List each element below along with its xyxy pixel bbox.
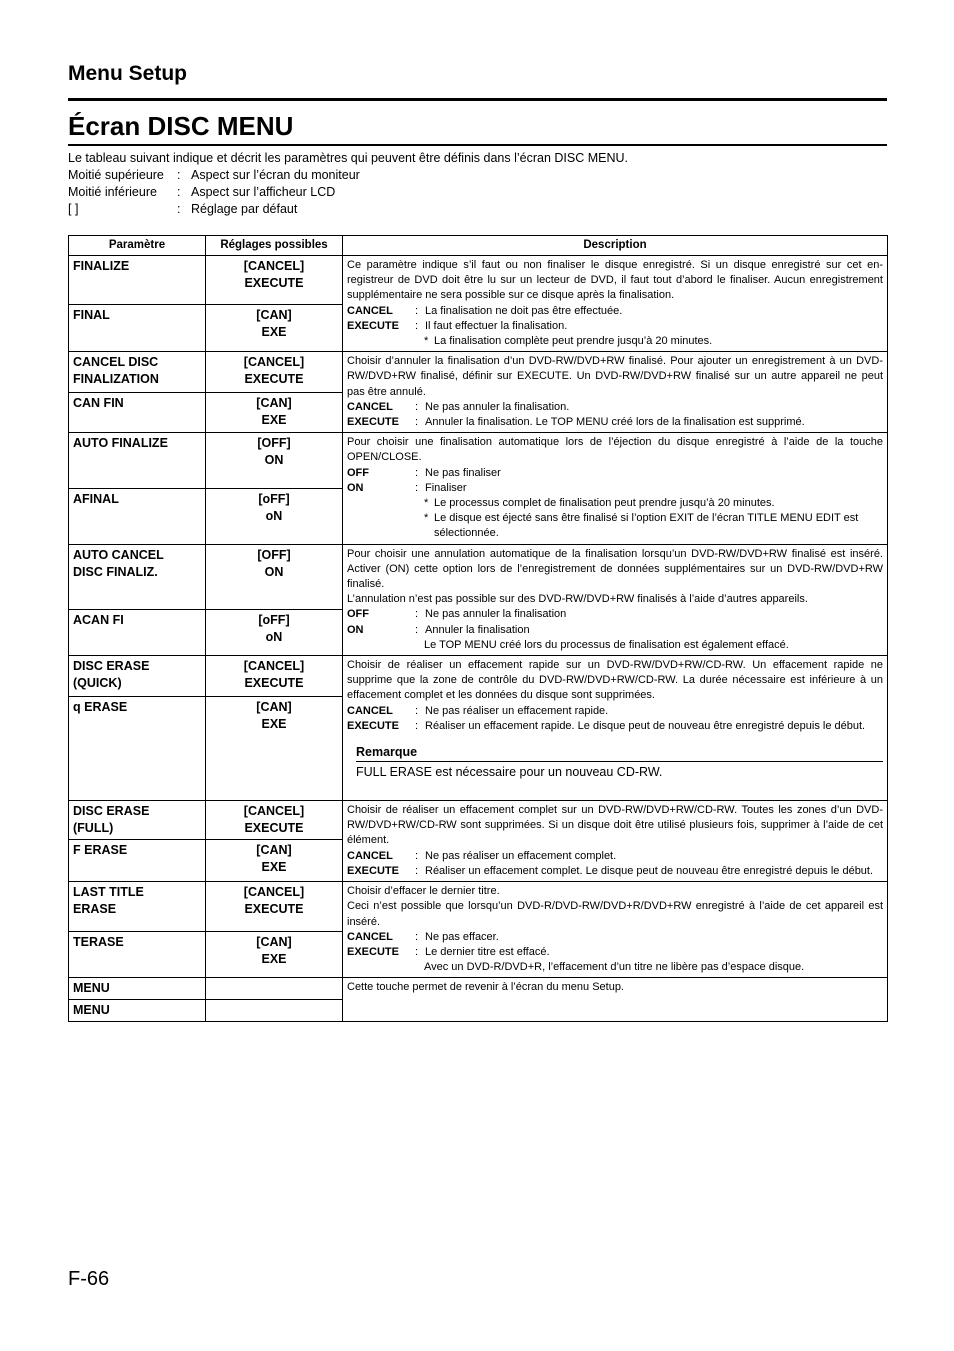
note-asterisk: *: [424, 335, 429, 348]
header-rule: [68, 98, 887, 101]
option-colon: :: [415, 704, 419, 717]
table-row: [69, 544, 888, 610]
option-colon: :: [415, 719, 419, 732]
note-asterisk: *: [424, 512, 429, 525]
extra-note: Avec un DVD-R/DVD+R, l’effacement d’un titre ne libère pas d’espace disque.: [424, 961, 805, 974]
header-description: Description: [343, 236, 888, 256]
remark-box: [356, 745, 883, 780]
option-value: Ne pas annuler la finalisation: [425, 608, 567, 621]
param-settings-upper: [CANCEL] EXECUTE: [206, 256, 343, 305]
option-key: OFF: [347, 608, 369, 621]
param-settings-upper: [OFF] ON: [206, 433, 343, 489]
param-name-lower: AFINAL: [69, 489, 206, 544]
legend-colon: :: [177, 185, 181, 199]
option-colon: :: [415, 623, 419, 636]
option-key: ON: [347, 623, 364, 636]
param-settings-lower: [CAN] EXE: [206, 304, 343, 352]
option-key: EXECUTE: [347, 864, 399, 877]
option-value: Annuler la finalisation: [425, 623, 530, 636]
legend-value: Réglage par défaut: [191, 202, 298, 216]
option-value: Il faut effectuer la finalisation.: [425, 319, 568, 332]
option-value: Le dernier titre est effacé.: [425, 945, 550, 958]
param-settings-upper: [206, 978, 343, 1000]
option-line: [347, 400, 883, 415]
option-colon: :: [415, 416, 419, 429]
remark-heading: Remarque: [356, 745, 883, 762]
note-text: Le disque est éjecté sans être finalisé si l’option EXIT de l’écran TITLE MENU EDIT est sélectionnée.: [434, 512, 859, 540]
extra-note: Le TOP MENU créé lors du processus de finalisation est également effacé.: [424, 638, 789, 651]
table-row: [69, 256, 888, 305]
option-colon: :: [415, 864, 419, 877]
param-name-upper: AUTO CANCEL DISC FINALIZ.: [69, 544, 206, 610]
param-settings-lower: [oFF] oN: [206, 610, 343, 656]
option-colon: :: [415, 849, 419, 862]
option-value: La finalisation ne doit pas être effectuée.: [425, 304, 623, 317]
table-row: [69, 352, 888, 393]
option-line: [347, 623, 883, 638]
param-settings-upper: [OFF] ON: [206, 544, 343, 610]
legend-colon: :: [177, 202, 181, 216]
legend-key: Moitié inférieure: [68, 185, 157, 199]
option-value: Ne pas effacer.: [425, 930, 499, 943]
param-settings-upper: [CANCEL] EXECUTE: [206, 352, 343, 393]
option-value: Réaliser un effacement complet. Le disque peut de nouveau être enregistré depuis le début.: [425, 864, 874, 877]
option-line: [347, 319, 883, 334]
param-name-upper: MENU: [69, 978, 206, 1000]
option-colon: :: [415, 930, 419, 943]
legend-key: Moitié supérieure: [68, 168, 164, 182]
param-name-upper: AUTO FINALIZE: [69, 433, 206, 489]
param-description: [343, 656, 888, 801]
param-name-lower: CAN FIN: [69, 392, 206, 433]
legend-row: [68, 201, 888, 218]
description-text: Pour choisir une finalisation automatique lors de l’éjection du disque enregistré à l’aide de la touche OPEN/CLOSE.: [347, 436, 883, 464]
option-key: CANCEL: [347, 400, 393, 413]
option-line: [347, 607, 883, 622]
option-value: Ne pas finaliser: [425, 466, 501, 479]
page-number: F-66: [68, 1268, 110, 1290]
intro-sentence: Le tableau suivant indique et décrit les paramètres qui peuvent être définis dans l’écran DISC MENU.: [68, 151, 629, 165]
param-settings-upper: [CANCEL] EXECUTE: [206, 801, 343, 840]
param-name-upper: LAST TITLE ERASE: [69, 882, 206, 932]
option-line: [347, 719, 883, 734]
option-line: [347, 930, 883, 945]
section-title: Menu Setup: [68, 62, 187, 85]
table-row: [69, 433, 888, 489]
param-settings-lower: [oFF] oN: [206, 489, 343, 544]
option-key: CANCEL: [347, 304, 393, 317]
intro: [68, 150, 888, 218]
remark-text: FULL ERASE est nécessaire pour un nouveau CD-RW.: [356, 765, 663, 780]
option-key: EXECUTE: [347, 319, 399, 332]
param-name-lower: q ERASE: [69, 697, 206, 801]
option-colon: :: [415, 466, 419, 479]
legend-value: Aspect sur l’écran du moniteur: [191, 168, 360, 182]
param-settings-upper: [CANCEL] EXECUTE: [206, 656, 343, 697]
option-line: [347, 864, 883, 879]
param-description: [343, 433, 888, 544]
param-settings-lower: [CAN] EXE: [206, 697, 343, 801]
option-value: Annuler la finalisation. Le TOP MENU créé lors de la finalisation est supprimé.: [425, 416, 805, 429]
option-value: Ne pas réaliser un effacement complet.: [425, 849, 617, 862]
table-row: [69, 882, 888, 932]
param-name-lower: F ERASE: [69, 840, 206, 882]
param-settings-lower: [CAN] EXE: [206, 392, 343, 433]
option-key: EXECUTE: [347, 719, 399, 732]
param-name-upper: DISC ERASE (QUICK): [69, 656, 206, 697]
param-description: [343, 882, 888, 978]
description-text: Choisir de réaliser un effacement complet sur un DVD-RW/DVD+RW/CD-RW. Toutes les zones d’un DVD-RW/DVD+RW/CD-RW sont supprimées. Si un disque doit être utilisé plusieurs fois, supprimer à l’aide de cet élément.: [347, 804, 883, 847]
note-text: Le processus complet de finalisation peut prendre jusqu’à 20 minutes.: [434, 497, 775, 510]
option-line: [347, 481, 883, 496]
param-name-upper: CANCEL DISC FINALIZATION: [69, 352, 206, 393]
note-text: La finalisation complète peut prendre jusqu’à 20 minutes.: [434, 335, 713, 348]
table-row: [69, 801, 888, 840]
option-key: CANCEL: [347, 930, 393, 943]
param-name-upper: FINALIZE: [69, 256, 206, 305]
option-key: CANCEL: [347, 704, 393, 717]
option-line: [347, 849, 883, 864]
table-header-row: [69, 236, 888, 256]
note-line: [347, 334, 883, 349]
option-key: CANCEL: [347, 849, 393, 862]
option-colon: :: [415, 608, 419, 621]
table-row: [69, 656, 888, 697]
param-description: [343, 801, 888, 882]
param-name-lower: ACAN FI: [69, 610, 206, 656]
description-text: Choisir d’annuler la finalisation d’un DVD-RW/DVD+RW finalisé. Pour ajouter un enregistrement à un DVD-RW/DVD+RW finalisé, définir sur EXECUTE. Un DVD-RW/DVD+RW finalisé sur un autre appareil ne peut pas être annulé.: [347, 355, 883, 398]
param-description: [343, 544, 888, 655]
param-name-lower: MENU: [69, 1000, 206, 1022]
legend-colon: :: [177, 168, 181, 182]
table-row: [69, 978, 888, 1000]
option-colon: :: [415, 481, 419, 494]
option-line: [347, 945, 883, 960]
option-value: Ne pas annuler la finalisation.: [425, 400, 570, 413]
legend-row: [68, 184, 888, 201]
option-line: [347, 415, 883, 430]
note-asterisk: *: [424, 497, 429, 510]
parameter-table: [68, 235, 888, 1022]
option-line: [347, 466, 883, 481]
title-rule: [68, 144, 887, 146]
param-description: [343, 978, 888, 1022]
legend-value: Aspect sur l’afficheur LCD: [191, 185, 336, 199]
legend-key: [ ]: [68, 202, 79, 216]
param-settings-lower: [CAN] EXE: [206, 932, 343, 978]
option-colon: :: [415, 400, 419, 413]
option-colon: :: [415, 319, 419, 332]
option-value: Finaliser: [425, 481, 467, 494]
legend-row: [68, 167, 888, 184]
option-value: Réaliser un effacement rapide. Le disque peut de nouveau être enregistré depuis le début.: [425, 719, 866, 732]
param-name-lower: FINAL: [69, 304, 206, 352]
header-parameter: Paramètre: [69, 236, 206, 256]
description-text: Choisir d’effacer le dernier titre. Ceci n’est possible que lorsqu’un DVD-R/DVD-RW/DVD+R/DVD+RW enregistré à l’aide de cet appareil est inséré.: [347, 885, 883, 928]
param-description: [343, 352, 888, 433]
param-name-upper: DISC ERASE (FULL): [69, 801, 206, 840]
option-key: EXECUTE: [347, 945, 399, 958]
param-settings-upper: [CANCEL] EXECUTE: [206, 882, 343, 932]
description-text: Choisir de réaliser un effacement rapide sur un DVD-RW/DVD+RW/CD-RW. Un effacement rapide ne supprime que la zone de contrôle du DVD-RW/DVD+RW/CD-RW. La durée nécessaire est inférieure à un effacement complet et les données du disque sont supprimées.: [347, 659, 883, 702]
note-line: [347, 496, 883, 511]
header-settings: Réglages possibles: [206, 236, 343, 256]
page-title: Écran DISC MENU: [68, 111, 294, 141]
option-line: [347, 704, 883, 719]
note-line: [347, 511, 883, 541]
option-value: Ne pas réaliser un effacement rapide.: [425, 704, 609, 717]
option-key: ON: [347, 481, 364, 494]
option-line: [347, 304, 883, 319]
option-colon: :: [415, 304, 419, 317]
option-key: EXECUTE: [347, 416, 399, 429]
option-key: OFF: [347, 466, 369, 479]
option-colon: :: [415, 945, 419, 958]
description-text: Ce paramètre indique s’il faut ou non finaliser le disque enregistré. Si un disque enregistré sur cet enregistreur de DVD doit être lu sur un lecteur de DVD, il faut tout d’abord le finaliser. Aucun enregistrement supplémentaire ne sera possible sur ce disque après la finalisation.: [347, 259, 883, 302]
table-body: [69, 256, 888, 1022]
param-description: [343, 256, 888, 352]
param-name-lower: TERASE: [69, 932, 206, 978]
description-text: Cette touche permet de revenir à l’écran du menu Setup.: [347, 981, 624, 994]
param-settings-lower: [206, 1000, 343, 1022]
param-settings-lower: [CAN] EXE: [206, 840, 343, 882]
description-text: Pour choisir une annulation automatique de la finalisation lorsqu’un DVD-RW/DVD+RW finalisé est inséré. Activer (ON) cette option lors de l’enregistrement de données supplémentaires sur un DVD-RW/DVD+RW finalisé. L’annulation n’est pas possible sur des DVD-RW/DVD+RW finalisés à l’aide d’autres appareils.: [347, 547, 883, 606]
